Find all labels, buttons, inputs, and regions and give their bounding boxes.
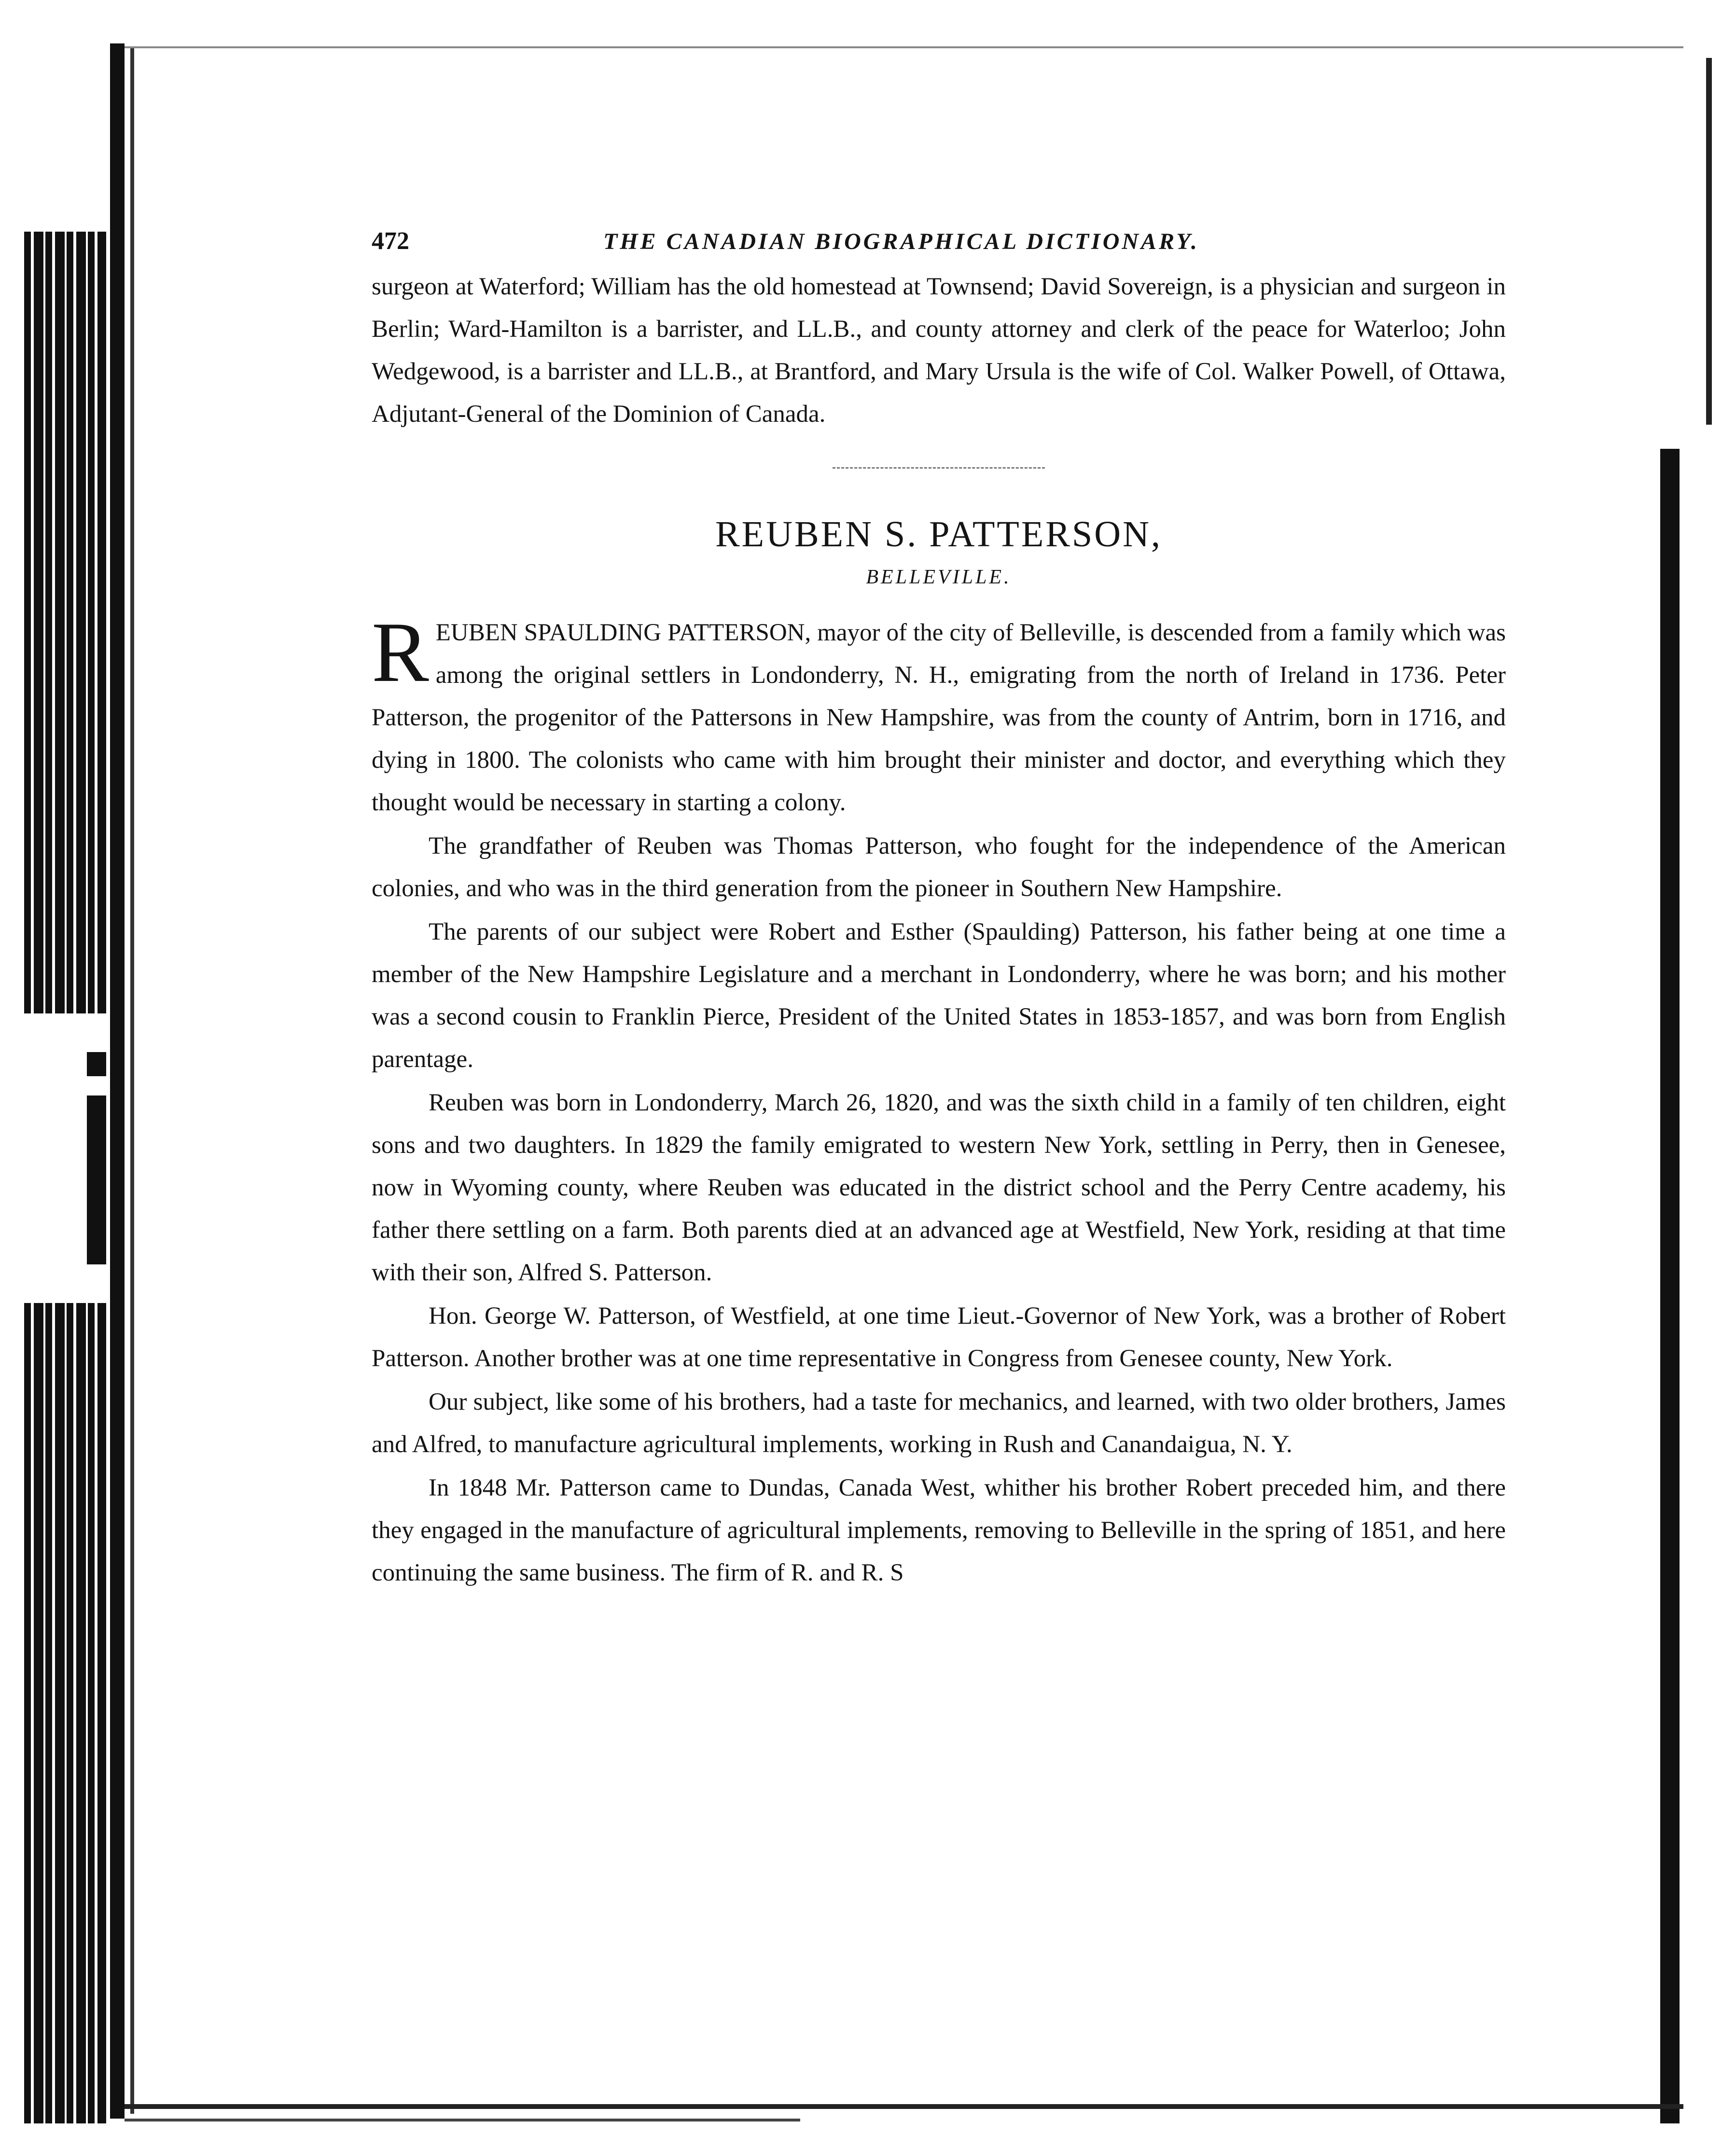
scan-border-right-top [1706, 58, 1712, 425]
article-location: BELLEVILLE. [866, 566, 1012, 588]
paragraph: Reuben was born in Londonderry, March 26, 1820, and was the sixth child in a family of ten children, eight sons and two daughters. In 1829 the family emigrated to western New York, settling in Perry, then in Genesee, now in Wyoming county, where Reuben was educated in the district school and the Perry Centre academy, his father there settling on a farm. Both parents died at an advanced age at Westfield, New York, residing at that time with their son, Alfred S. Patterson. [372, 1089, 1506, 1286]
paragraph: The grandfather of Reuben was Thomas Patterson, who fought for the independence of the American colonies, and who was in the third generation from the pioneer in Southern New Hampshire. [372, 832, 1506, 902]
page-content [372, 227, 1506, 1594]
running-head [372, 227, 1506, 265]
scan-border-bottom-secondary [125, 2119, 800, 2121]
lead-paragraph [372, 604, 1506, 824]
scan-artifact-lower [24, 1303, 106, 2123]
scan-border-right [1660, 449, 1680, 2123]
scan-artifact-mark [87, 1052, 106, 1076]
section-separator [833, 467, 1045, 471]
scan-border-left-thin [130, 48, 134, 2114]
scan-border-left [110, 43, 125, 2119]
paragraph: Hon. George W. Patterson, of Westfield, at one time Lieut.-Governor of New York, was a brother of Robert Patterson. Another brother was at one time representative in Congress from Genesee county, New York. [372, 1303, 1506, 1372]
scan-border-top [125, 46, 1683, 48]
scan-artifact-mark-long [87, 1095, 106, 1264]
paragraph: In 1848 Mr. Patterson came to Dundas, Canada West, whither his brother Robert preceded him, and there they engaged in the manufacture of agricultural implements, removing to Belleville in the spring of 1851, and here continuing the same business. The firm of R. and R. S [372, 1474, 1506, 1586]
scan-artifact-upper [24, 232, 106, 1013]
page-number: 472 [372, 227, 409, 255]
paragraph: The parents of our subject were Robert and Esther (Spaulding) Patterson, his father being at one time a member of the New Hampshire Legislature and a merchant in Londonderry, where he was born; and his mother was a second cousin to Franklin Pierce, President of the United States in 1853-1857, and was born from English parentage. [372, 918, 1506, 1073]
scan-border-bottom [125, 2104, 1683, 2109]
paragraph: Our subject, like some of his brothers, had a taste for mechanics, and learned, with two older brothers, James and Alfred, to manufacture agricultural implements, working in Rush and Canandaigua, N. Y. [372, 1388, 1506, 1458]
article-title: REUBEN S. PATTERSON, [715, 514, 1163, 555]
continuation-paragraph: surgeon at Waterford; William has the old homestead at Townsend; David Sovereign, is a physician and surgeon in Berlin; Ward-Hamilton is a barrister, and LL.B., and county attorney and clerk of the peace for Waterloo; John Wedgewood, is a barrister and LL.B., at Brantford, and Mary Ursula is the wife of Col. Walker Powell, of Ottawa, Adjutant-General of the Dominion of Canada. [372, 273, 1506, 428]
running-title: THE CANADIAN BIOGRAPHICAL DICTIONARY. [603, 229, 1199, 254]
lead-paragraph-text: EUBEN SPAULDING PATTERSON, mayor of the city of Belleville, is descended from a family which was among the original settlers in Londonderry, N. H., emigrating from the north of Ireland in 1736. Peter Patterson, the progenitor of the Pattersons in New Hampshire, was from the county of Antrim, born in 1716, and dying in 1800. The colonists who came with him brought their minister and doctor, and everything which they thought would be necessary in starting a colony. [372, 619, 1506, 816]
drop-cap: R [372, 604, 429, 700]
